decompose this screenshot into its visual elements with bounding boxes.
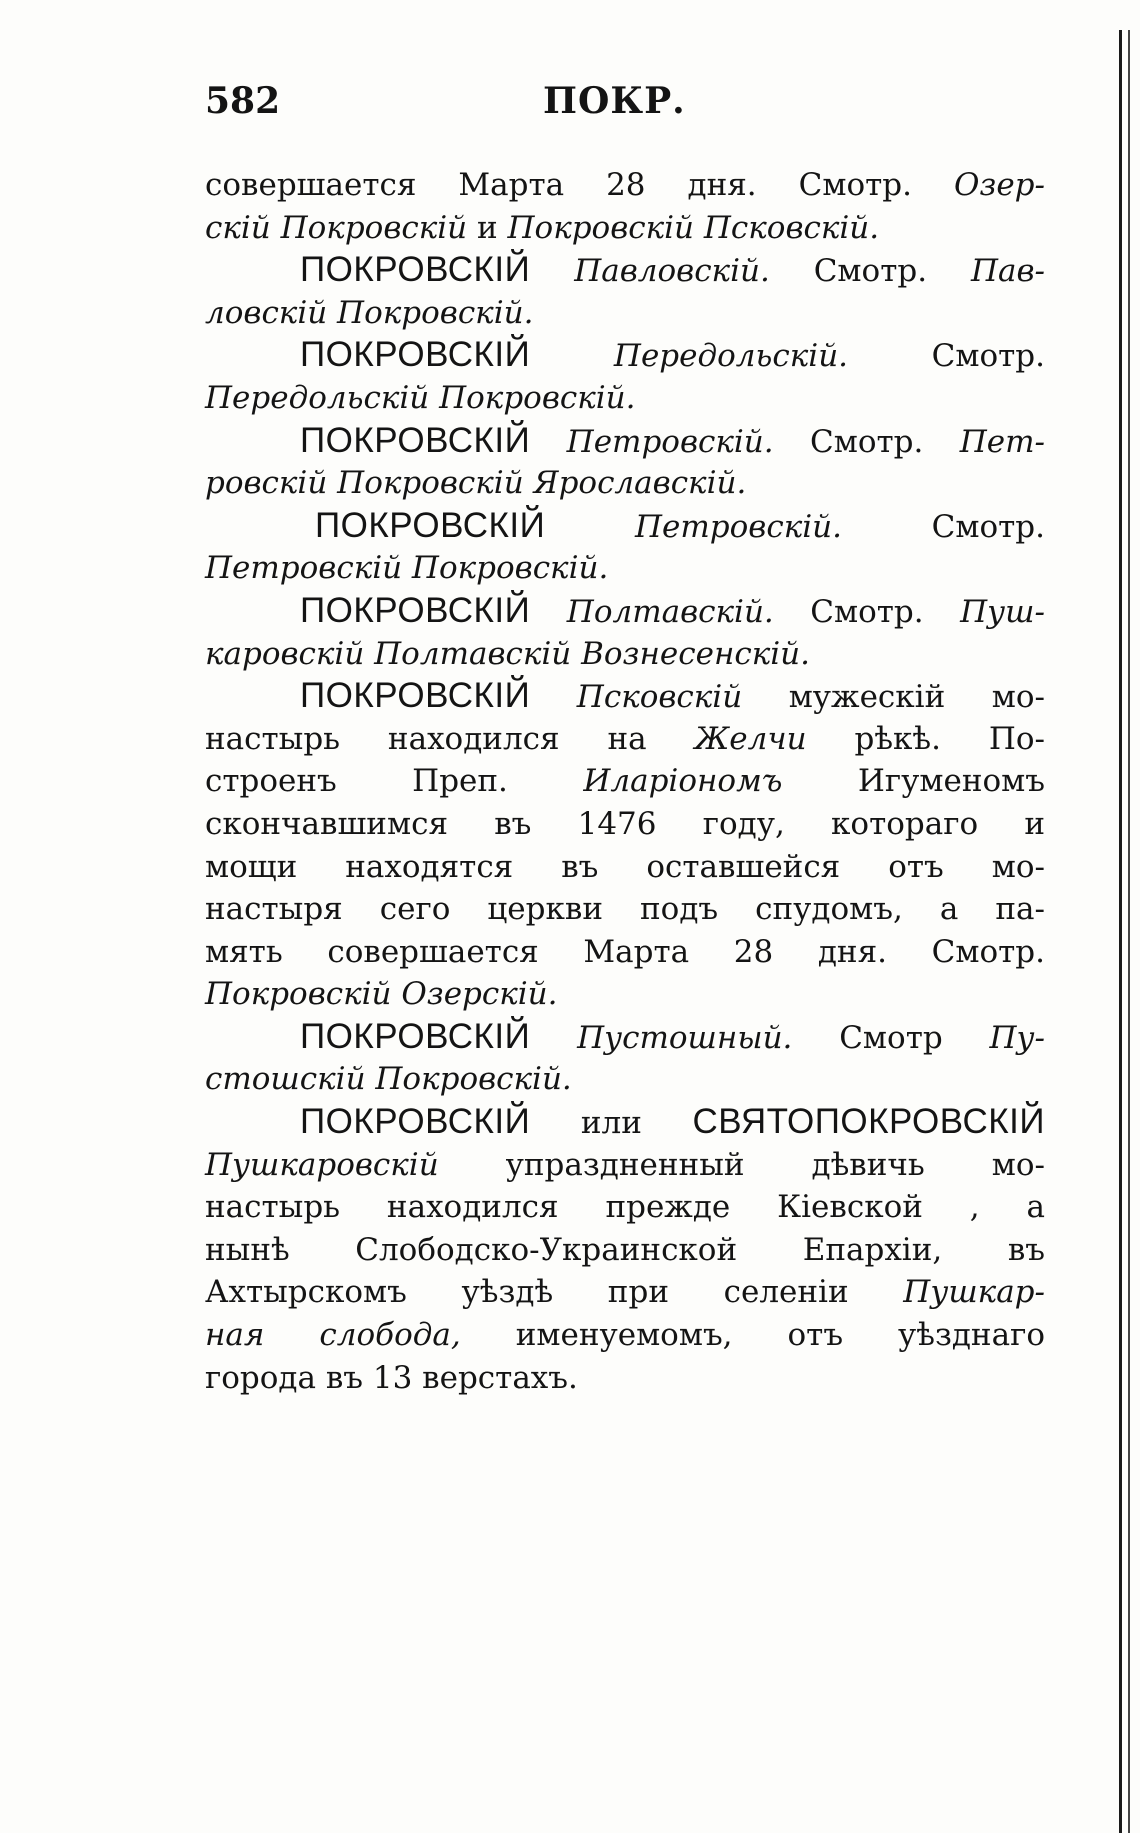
italic-text: Псковскій: [530, 679, 743, 716]
text-line: [205, 249, 1045, 292]
text-line: [205, 420, 1045, 463]
text-line: [205, 292, 1045, 335]
italic-text: Пет-: [959, 423, 1045, 460]
text-segment: нынѣ Слободско-Украинской Епархіи, въ: [205, 1231, 1045, 1268]
text-line: [205, 1314, 1045, 1357]
text-line: [205, 846, 1045, 889]
text-line: [205, 547, 1045, 590]
text-segment: совершается Марта 28 дня. Смотр.: [205, 167, 954, 203]
text-segment: именуемомъ, отъ уѣзднаго: [460, 1317, 1045, 1354]
text-line: [205, 1144, 1045, 1187]
text-line: [205, 1229, 1045, 1272]
italic-text: Желчи: [694, 720, 807, 757]
text-line: [205, 803, 1045, 846]
text-line: [205, 334, 1045, 377]
italic-text: Пу-: [989, 1019, 1045, 1056]
text-segment: Смотр.: [769, 253, 971, 290]
text-segment: города въ 13 верстахъ.: [205, 1359, 578, 1396]
text-segment: настырь находился прежде Кіевской , а: [205, 1189, 1045, 1226]
text-line: [205, 590, 1045, 633]
headword: ПОКРОВСКІЙ: [315, 505, 546, 545]
text-segment: Смотр: [792, 1019, 990, 1056]
italic-text: Иларіономъ: [583, 763, 783, 800]
text-line: [205, 377, 1045, 420]
text-line: [205, 973, 1045, 1016]
text-line: [205, 1357, 1045, 1400]
text-line: [205, 1101, 1045, 1144]
dictionary-entries: [205, 164, 1045, 1399]
italic-text: Озер-: [954, 167, 1045, 203]
italic-text: Петровскій Покровскій.: [205, 550, 609, 587]
headword: ПОКРОВСКІЙ: [300, 1102, 531, 1142]
italic-text: Петровскій.: [545, 508, 842, 545]
text-segment: мужескій мо-: [742, 679, 1045, 716]
text-segment: настырь находился на: [205, 720, 695, 757]
text-segment: рѣкѣ. По-: [806, 720, 1045, 757]
text-line: [205, 888, 1045, 931]
text-segment: настыря сего церкви подъ спудомъ, а па-: [205, 891, 1045, 928]
headword: ПОКРОВСКІЙ: [300, 1016, 531, 1056]
italic-text: Передольскій.: [530, 338, 849, 375]
italic-text: ная слобода,: [205, 1317, 461, 1354]
running-head: ПОКР.: [543, 80, 686, 122]
text-segment: мощи находятся въ оставшейся отъ мо-: [205, 848, 1045, 885]
text-line: [205, 505, 1045, 548]
text-line: [205, 1058, 1045, 1101]
italic-text: Пав-: [970, 253, 1045, 290]
text-line: [205, 462, 1045, 505]
text-segment: Смотр.: [848, 338, 1045, 375]
text-line: [205, 633, 1045, 676]
text-line: [205, 760, 1045, 803]
italic-text: Пуш-: [960, 593, 1045, 630]
text-line: [205, 718, 1045, 761]
italic-text: ровскій Покровскій Ярославскій.: [205, 465, 747, 502]
text-segment: мять совершается Марта 28 дня. Смотр.: [205, 933, 1045, 970]
italic-text: Петровскій.: [530, 423, 774, 460]
text-segment: Смотр.: [841, 508, 1045, 545]
italic-text: Полтавскій.: [530, 593, 774, 630]
text-segment: и: [467, 209, 508, 246]
text-line: [205, 207, 1045, 250]
text-segment: Ахтырскомъ уѣздѣ при селеніи: [205, 1274, 904, 1311]
headword: СВЯТОПОКРОВСКІЙ: [692, 1102, 1045, 1142]
headword: ПОКРОВСКІЙ: [300, 335, 531, 375]
text-segment: Игуменомъ: [782, 763, 1045, 800]
page-number: 582: [205, 80, 281, 122]
italic-text: скій Покровскій: [205, 209, 468, 246]
text-segment: упраздненный дѣвичь мо-: [438, 1146, 1045, 1183]
page-edge-rule: [1119, 30, 1140, 1833]
italic-text: Павловскій.: [530, 253, 770, 290]
headword: ПОКРОВСКІЙ: [300, 676, 531, 716]
italic-text: каровскій Полтавскій Вознесенскій.: [205, 635, 810, 672]
italic-text: Пушкаровскій: [205, 1146, 439, 1183]
headword: ПОКРОВСКІЙ: [300, 590, 531, 630]
page-header: [205, 80, 1045, 140]
italic-text: Покровскій Озерскій.: [205, 976, 558, 1013]
text-segment: Смотр.: [773, 593, 961, 630]
text-segment: или: [530, 1105, 693, 1142]
text-segment: скончавшимся въ 1476 году, котораго и: [205, 805, 1045, 842]
headword: ПОКРОВСКІЙ: [300, 420, 531, 460]
text-line: [205, 931, 1045, 974]
text-line: [205, 675, 1045, 718]
italic-text: ловскій Покровскій.: [205, 294, 534, 331]
italic-text: Пустошный.: [530, 1019, 793, 1056]
italic-text: стошскій Покровскій.: [205, 1061, 572, 1098]
text-segment: строенъ Преп.: [205, 763, 584, 800]
text-segment: Смотр.: [773, 423, 960, 460]
text-line: [205, 1186, 1045, 1229]
italic-text: Пушкар-: [903, 1274, 1045, 1311]
italic-text: Передольскій Покровскій.: [205, 379, 636, 416]
text-line: [205, 1016, 1045, 1059]
text-line: [205, 164, 1045, 207]
text-line: [205, 1271, 1045, 1314]
italic-text: Покровскій Псковскій.: [507, 209, 880, 246]
headword: ПОКРОВСКІЙ: [300, 250, 531, 290]
